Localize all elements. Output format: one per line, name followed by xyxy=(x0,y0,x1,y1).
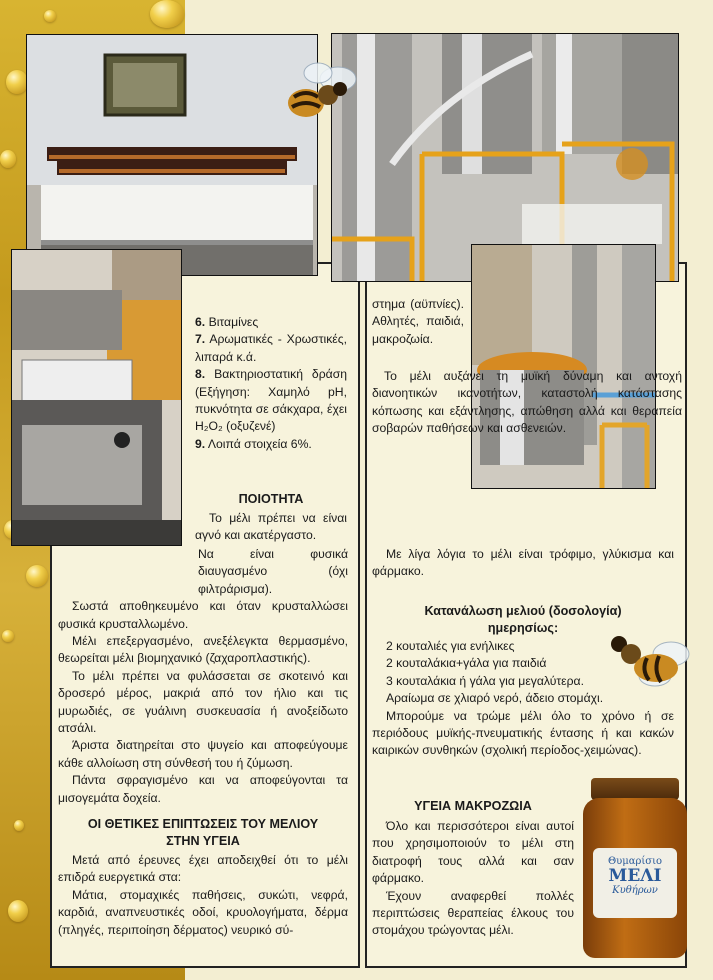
honey-drop xyxy=(8,900,28,922)
effects-paragraph: Μάτια, στομαχικές παθήσεις, συκώτι, νεφρά, καρδιά, αναπνευστικές οδοί, κρυολογήματα, δέρμα (πληγές, περιποίηση δέρματος) νευρικό σύ- xyxy=(58,887,348,937)
bee-illustration xyxy=(276,55,366,135)
continuation-paragraph: στημα (αϋπνίες). Αθλητές, παιδιά, μακροζωία. xyxy=(372,297,464,346)
effects-heading xyxy=(58,816,348,850)
list-item: 8. Βακτηριοστατική δράση (Εξήγηση: Χαμηλό pH, πυκνότητα σε σάκχαρα, έχει H₂O₂ (οξυζενέ) xyxy=(195,367,347,434)
honey-drop xyxy=(14,820,24,831)
honey-jars-table-photo xyxy=(26,34,318,276)
quality-paragraph: Σωστά αποθηκευμένο και όταν κρυσταλλώσει φυσικά κρυσταλλωμένο. xyxy=(58,599,348,631)
honey-drop xyxy=(0,150,16,168)
dosage-item: 2 κουταλάκια+γάλα για παιδιά xyxy=(386,656,547,671)
right-continuation xyxy=(372,296,464,348)
honey-drop xyxy=(26,565,48,587)
honey-drop xyxy=(150,0,184,28)
jar-label-line2: ΜΕΛΙ xyxy=(608,866,662,886)
jar-label-line3: Κυθήρων xyxy=(612,885,658,896)
jar-lid xyxy=(591,778,679,800)
health-body xyxy=(372,818,574,940)
list-item: 9. Λοιπά στοιχεία 6%. xyxy=(195,436,312,451)
honey-drop xyxy=(44,10,56,22)
summary-paragraph: Με λίγα λόγια το μέλι είναι τρόφιμο, γλύκισμα και φάρμακο. xyxy=(372,547,674,579)
quality-paragraph: Πάντα σφραγισμένο και να αποφεύγονται τα μισογεμάτα δοχεία. xyxy=(58,773,348,805)
jar-label-line1: Θυμαρίσιο xyxy=(607,856,663,867)
honey-jar xyxy=(583,778,687,958)
dosage-item: 3 κουταλάκια ή γάλα για μεγαλύτερα. xyxy=(386,673,584,688)
dosage-heading xyxy=(372,603,674,637)
strength-paragraph: Το μέλι αυξάνει τη μυϊκή δύναμη και αντοχή διανοητικών ικανοτήτων, καταστολή κατάστασης κόπωσης και εξάντλησης, απώθηση αλλά και θεραπεία σοβαρών παθήσεων και ασθενειών. xyxy=(372,369,682,436)
jar-label xyxy=(593,848,677,918)
quality-paragraph: Μέλι επεξεργασμένο, ανεξέλεγκτα θερμασμένο, θεωρείται μέλι βιομηχανικό (ζαχαροπλαστικής). xyxy=(58,634,348,666)
honey-drop xyxy=(6,70,28,94)
effects-body xyxy=(58,852,348,939)
nutrient-list xyxy=(195,314,347,453)
honey-drop xyxy=(2,630,14,642)
health-paragraph: Όλο και περισσότεροι είναι αυτοί που χρησιμοποιούν το μέλι στη διατροφή τους αλλά και σαν φάρμακο. xyxy=(372,819,574,886)
honey-extractor-photo xyxy=(471,244,656,489)
effects-heading-line1: ΟΙ ΘΕΤΙΚΕΣ ΕΠΙΠΤΩΣΕΙΣ ΤΟΥ ΜΕΛΙΟΥ xyxy=(87,817,319,831)
quality-intro xyxy=(195,510,347,545)
summary-text xyxy=(372,546,674,581)
dosage-item: Αραίωμα σε χλιαρό νερό, άδειο στομάχι. xyxy=(386,691,604,706)
list-item: 7. Αρωματικές - Χρωστικές, λιπαρά κ.ά. xyxy=(195,332,347,364)
effects-heading-line2: ΣΤΗΝ ΥΓΕΙΑ xyxy=(166,834,240,848)
dosage-item: 2 κουταλιές για ενήλικες xyxy=(386,639,515,653)
health-paragraph: Έχουν αναφερθεί πολλές περιπτώσεις θεραπείας έλκους του στομάχου τρώγοντας μέλι. xyxy=(372,888,574,938)
list-item: 6. Βιταμίνες xyxy=(195,315,259,329)
quality-body xyxy=(58,546,348,807)
quality-paragraph: Το μέλι πρέπει να φυλάσσεται σε σκοτεινό και δροσερό μέρος, μακριά από τον ήλιο και τις μυρωδιές, σε γυάλινη συσκευασία ή ανοξείδωτο ατσάλι. xyxy=(58,668,348,736)
strength-text xyxy=(372,368,682,438)
dosage-heading-line2: ημερησίως: xyxy=(487,621,559,635)
dosage-heading-line1: Κατανάλωση μελιού (δοσολογία) xyxy=(424,604,622,618)
honey-processing-machine-photo xyxy=(11,249,182,546)
quality-paragraph: Το μέλι πρέπει να είναι αγνό και ακατέργαστο. xyxy=(195,511,347,543)
effects-paragraph: Μετά από έρευνες έχει αποδειχθεί ότι το μέλι επιδρά ευεργετικά στα: xyxy=(58,853,348,885)
quality-paragraph: Άριστα διατηρείται στο ψυγείο και αποφεύγουμε κάθε αλλοίωση στη σύνθεσή του ή ζύμωση. xyxy=(58,738,348,770)
dosage-list xyxy=(372,638,674,760)
quality-paragraph: Να είναι φυσικά διαυγασμένο (όχι φιλτράρισμα). xyxy=(198,547,348,596)
quality-heading: ΠΟΙΟΤΗΤΑ xyxy=(238,492,304,506)
health-heading: ΥΓΕΙΑ ΜΑΚΡΟΖΩΙΑ xyxy=(414,799,532,813)
dosage-item: Μπορούμε να τρώμε μέλι όλο το χρόνο ή σε περιόδους μυϊκής-πνευματικής έντασης ή και κακών καιρικών συνθηκών (σχολική περίοδος-χειμώνας). xyxy=(372,708,674,758)
